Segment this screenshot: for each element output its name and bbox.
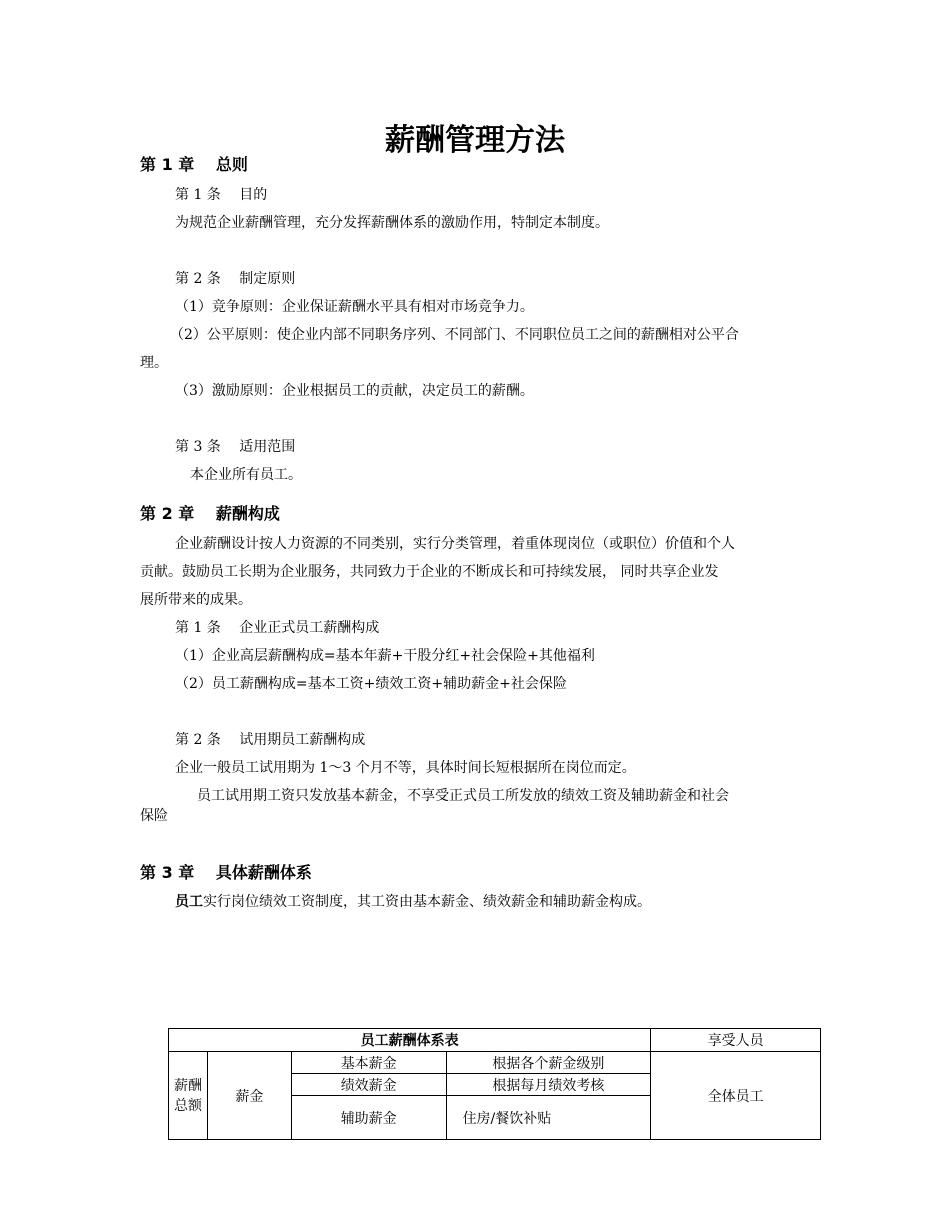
chapter-1-heading: 第 1 章 总则 — [140, 155, 248, 174]
ch1-article-3-text: 本企业所有员工。 — [190, 467, 302, 483]
ch1-principle-1: （1）竞争原则：企业保证薪酬水平具有相对市场竞争力。 — [175, 299, 534, 315]
ch2-intro-line2: 贡献。鼓励员工长期为企业服务，共同致力于企业的不断成长和可持续发展， 同时共享企业发 — [140, 564, 719, 580]
ch2-intro-line1: 企业薪酬设计按人力资源的不同类别，实行分类管理，着重体现岗位（或职位）价值和个人 — [175, 536, 735, 552]
ch1-principle-2-line1: （2）公平原则：使企业内部不同职务序列、不同部门、不同职位员工之间的薪酬相对公平合 — [170, 327, 739, 343]
ch2-article-2-title: 第 2 条 试用期员工薪酬构成 — [175, 732, 366, 748]
ch2-probation-line3: 保险 — [140, 808, 168, 824]
table-header-beneficiary: 享受人员 — [651, 1029, 821, 1052]
table-row — [169, 1052, 821, 1074]
salary-item-basis: 根据每月绩效考核 — [446, 1074, 651, 1096]
salary-item: 基本薪金 — [291, 1052, 446, 1074]
salary-item: 绩效薪金 — [291, 1074, 446, 1096]
ch3-lead-rest: 实行岗位绩效工资制度，其工资由基本薪金、绩效薪金和辅助薪金构成。 — [203, 894, 651, 910]
ch3-lead-paragraph — [175, 891, 651, 911]
ch2-intro-line3: 展所带来的成果。 — [140, 592, 252, 608]
ch3-lead-bold: 员工 — [175, 894, 203, 910]
total-salary-label — [169, 1052, 208, 1140]
beneficiary-cell: 全体员工 — [651, 1052, 821, 1140]
ch1-article-1-title: 第 1 条 目的 — [175, 187, 268, 203]
ch2-article-1-title: 第 1 条 企业正式员工薪酬构成 — [175, 620, 380, 636]
page-title: 薪酬管理方法 — [385, 123, 565, 158]
ch1-principle-3: （3）激励原则：企业根据员工的贡献，决定员工的薪酬。 — [175, 383, 534, 399]
chapter-2-heading: 第 2 章 薪酬构成 — [140, 504, 280, 523]
salary-group-label: 薪金 — [207, 1052, 291, 1140]
ch1-article-1-text: 为规范企业薪酬管理，充分发挥薪酬体系的激励作用，特制定本制度。 — [175, 215, 609, 231]
ch1-principle-2-line2: 理。 — [140, 355, 168, 371]
chapter-3-heading: 第 3 章 具体薪酬体系 — [140, 863, 312, 882]
salary-item-basis: 住房/餐饮补贴 — [446, 1096, 651, 1140]
salary-system-table — [168, 1028, 821, 1140]
total-salary-label-line2: 总额 — [173, 1097, 202, 1114]
table-header-main: 员工薪酬体系表 — [169, 1029, 651, 1052]
ch2-composition-2: （2）员工薪酬构成=基本工资+绩效工资+辅助薪金+社会保险 — [175, 676, 567, 692]
ch1-article-3-title: 第 3 条 适用范围 — [175, 439, 296, 455]
ch2-composition-1: （1）企业高层薪酬构成=基本年薪+干股分红+社会保险+其他福利 — [175, 648, 595, 664]
ch2-probation-line2: 员工试用期工资只发放基本薪金，不享受正式员工所发放的绩效工资及辅助薪金和社会 — [197, 788, 729, 804]
ch1-article-2-title: 第 2 条 制定原则 — [175, 271, 296, 287]
ch2-probation-line1: 企业一般员工试用期为 1～3 个月不等，具体时间长短根据所在岗位而定。 — [175, 760, 636, 776]
salary-item: 辅助薪金 — [291, 1096, 446, 1140]
salary-item-basis: 根据各个薪金级别 — [446, 1052, 651, 1074]
total-salary-label-line1: 薪酬 — [173, 1077, 202, 1094]
